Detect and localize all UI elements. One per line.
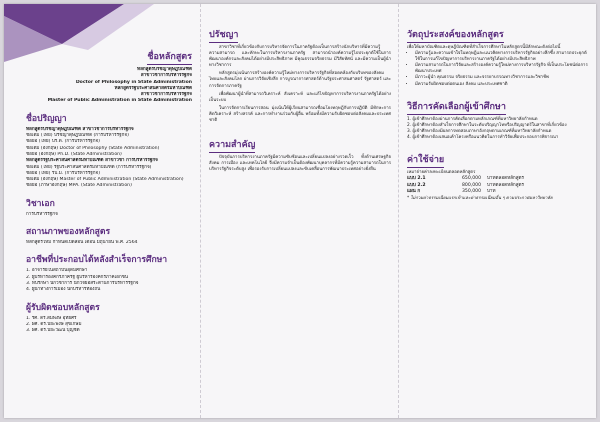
degree-line-4: ชื่อเต็ม (อังกฤษ) Doctor of Philosophy (State Administration)	[26, 145, 160, 151]
philosophy-paragraph: หลักสูตรมุ่งเน้นการสร้างองค์ความรู้ใหม่ทางการบริหารรัฐกิจที่สอดคล้องกับบริบทของสังคมไทยและสังคมโลก ผ่านการวิจัยเชิงลึก การบูรณาการศาสตร์ด้านรัฐประศาสนศาสตร์ รัฐศาสตร์ และการจัดการภาครัฐ	[209, 71, 391, 89]
panel-program-info	[4, 4, 200, 418]
degree-line-2: ชื่อเต็ม (ไทย) ปรัชญาดุษฎีบัณฑิต (การบริหารรัฐกิจ)	[26, 133, 129, 139]
objectives-block	[407, 22, 589, 202]
degree-line-8: ชื่อย่อ (ไทย) รป.ม. (การบริหารรัฐกิจ)	[26, 170, 101, 176]
objective-item: • มีความรับผิดชอบต่อตนเอง สังคม และประเทศชาติ	[415, 82, 589, 88]
philosophy-paragraph: ในการจัดการเรียนการสอน มุ่งเน้นให้ผู้เรียนสามารถเชื่อมโยงทฤษฎีกับการปฏิบัติ มีทักษะการคิดวิเคราะห์ สร้างสรรค์ และการทำงานร่วมกับผู้อื่น พร้อมทั้งมีความรับผิดชอบต่อสังคมและประเทศชาติ	[209, 105, 391, 124]
philosophy-heading: ปรัชญา	[209, 27, 238, 43]
career-item: 1. อาจารย์ในสถาบันอุดมศึกษา	[26, 268, 88, 274]
career-item: 4. ผู้นำทางการเมือง นักบริหารท้องถิ่น	[26, 287, 101, 293]
philosophy-paragraph: สาขาวิชาที่เกี่ยวข้องกับการบริหารจัดการในภาครัฐต้องเป็นการสร้างนักบริหารที่มีความรู้ ความสามารถ และทักษะในการบริหารงานภาครัฐ สามารถนำองค์ความรู้ไปประยุกต์ใช้ในการพัฒนาองค์กรและสังคมได้อย่างมีประสิทธิภาพ มีคุณธรรมจริยธรรม มีวิสัยทัศน์ และมีความเป็นผู้นำทางวิชาการ	[209, 45, 391, 69]
program-line-5: สาขาวิชาการบริหารรัฐกิจ	[140, 92, 192, 98]
panel-objectives	[398, 4, 596, 418]
program-line-1: หลักสูตรปรัชญาดุษฎีบัณฑิต	[137, 67, 192, 72]
contact-item: 1. รศ. ดร.สมพงษ์ อุทัยศิริ	[26, 315, 77, 321]
approval-heading: สถานภาพของหลักสูตร	[26, 227, 111, 238]
contact-item: 2. ผศ. ดร.ปิยะพงษ์ สุขเกษม	[26, 321, 82, 327]
importance-heading: ความสำคัญ	[209, 137, 255, 153]
objective-item: • มีภาวะผู้นำ คุณธรรม จริยธรรม และจรรยาบรรณทางวิชาการและวิชาชีพ	[415, 75, 589, 81]
fee-amount: 650,000	[462, 176, 481, 182]
degree-heading: ชื่อปริญญา	[26, 113, 67, 124]
program-line-4: หลักสูตรรัฐประศาสนศาสตรมหาบัณฑิต	[114, 85, 192, 91]
fee-unit: บาทตลอดหลักสูตร	[487, 182, 524, 188]
program-section	[26, 44, 192, 105]
major-heading: วิชาเอก	[26, 198, 55, 209]
fee-plan: แผน ก	[407, 189, 421, 195]
program-line-6: Master of Public Administration in State Administration	[47, 98, 192, 104]
fee-plan: แบบ 2.2	[407, 182, 426, 188]
degree-line-5: ชื่อย่อ (อังกฤษ) Ph.D. (State Administration)	[26, 151, 122, 157]
degree-line-3: ชื่อย่อ (ไทย) ปร.ด. (การบริหารรัฐกิจ)	[26, 139, 100, 145]
importance-body	[209, 155, 391, 173]
program-heading: ชื่อหลักสูตร	[147, 49, 192, 65]
admission-item: 2. ผู้เข้าศึกษาต้องสำเร็จการศึกษาในระดับปริญญาโทหรือปริญญาตรีในสาขาที่เกี่ยวข้อง	[407, 122, 567, 128]
philosophy-paragraph: เพื่อพัฒนาผู้นำที่สามารถวิเคราะห์ สังเคราะห์ และแก้ไขปัญหาการบริหารงานภาครัฐได้อย่างเป็นระบบ	[209, 91, 391, 103]
panel-philosophy	[200, 4, 399, 418]
degree-line-1: หลักสูตรปรัชญาดุษฎีบัณฑิต สาขาวิชาการบริหารรัฐกิจ	[26, 126, 134, 132]
fee-amount: 800,000	[462, 182, 481, 188]
fee-unit: บาท	[487, 189, 496, 195]
philosophy-block	[209, 22, 391, 175]
contact-item: 3. ผศ. ดร.ปิยะวัฒน์ บุญชิต	[26, 328, 80, 334]
admission-item: 4. ผู้เข้าศึกษาต้องเสนอเค้าโครงหรือแนวคิดในการทำวิจัยเพื่อประกอบการพิจารณา	[407, 134, 559, 140]
fee-plan: แบบ 2.1	[407, 176, 426, 182]
fee-amount: 350,000	[462, 189, 481, 195]
objectives-heading: วัตถุประสงค์ของหลักสูตร	[407, 27, 504, 43]
philosophy-body	[209, 45, 391, 124]
objectives-list	[407, 51, 589, 88]
brochure-sheet	[4, 4, 596, 418]
degree-line-9: ชื่อเต็ม (อังกฤษ) Master of Public Administration (State Administration)	[26, 177, 184, 183]
degree-line-10: ชื่อย่อ (ภาษาอังกฤษ) MPA. (State Administration)	[26, 183, 132, 189]
fee-unit: บาทตลอดหลักสูตร	[487, 176, 524, 182]
degree-line-6: หลักสูตรรัฐประศาสนศาสตรมหาบัณฑิต สาขาวิชา การบริหารรัฐกิจ	[26, 158, 158, 164]
objective-item: • มีความรู้และความเข้าใจในทฤษฎีและแนวคิดทางการบริหารรัฐกิจอย่างลึกซึ้ง สามารถประยุกต์ใช้ในการแก้ไขปัญหาการบริหารงานภาครัฐได้อย่างมีประสิทธิภาพ	[415, 51, 589, 63]
program-block	[26, 44, 192, 334]
program-line-2: สาขาวิชาการบริหารรัฐกิจ	[140, 73, 192, 79]
career-item: 3. ที่ปรึกษา นักวิชาการ นักวิจัยอิสระด้านการบริหารรัฐกิจ	[26, 280, 139, 286]
fees-heading: ค่าใช้จ่าย	[407, 152, 444, 168]
fees-intro: เหมาจ่ายค่าลงทะเบียนตลอดหลักสูตร	[407, 170, 476, 176]
approval-text: หลักสูตรใหม่ กำหนดเปิดสอน เดือน มิถุนายน พ.ศ. 2564	[26, 240, 138, 246]
admission-item: 3. ผู้เข้าศึกษาต้องมีผลการทดสอบภาษาอังกฤษตามเกณฑ์ที่มหาวิทยาลัยกำหนด	[407, 128, 552, 134]
degree-line-7: ชื่อเต็ม (ไทย) รัฐประศาสนศาสตรมหาบัณฑิต (การบริหารรัฐกิจ)	[26, 164, 152, 170]
program-line-3: Doctor of Philosophy in State Administration	[75, 79, 192, 85]
fees-note: * ไม่รวมค่าธรรมเนียมแรกเข้าและค่าธรรมเนียมอื่น ๆ ตามประกาศมหาวิทยาลัย	[407, 195, 553, 201]
major-text: การบริหารรัฐกิจ	[26, 211, 58, 217]
objectives-intro: เพื่อให้มหาบัณฑิตและดุษฎีบัณฑิตที่สำเร็จการศึกษาในหลักสูตรนี้มีลักษณะดังต่อไปนี้	[407, 45, 561, 50]
contacts-heading: ผู้รับผิดชอบหลักสูตร	[26, 302, 100, 313]
admission-heading: วิธีการคัดเลือกผู้เข้าศึกษา	[407, 99, 506, 115]
objective-item: • มีความสามารถในการวิจัยและสร้างองค์ความรู้ใหม่ทางการบริหารรัฐกิจ ที่เป็นประโยชน์ต่อการพัฒนาประเทศ	[415, 63, 589, 75]
importance-paragraph: ปัจจุบันการบริหารงานภาครัฐมีความซับซ้อนและเปลี่ยนแปลงอย่างรวดเร็ว ทั้งด้านเศรษฐกิจ สังคม การเมือง และเทคโนโลยี จึงมีความจำเป็นต้องพัฒนาบุคลากรที่มีความรู้ความสามารถในการบริหารรัฐกิจระดับสูง เพื่อรองรับการเปลี่ยนแปลงและขับเคลื่อนการพัฒนาประเทศอย่างยั่งยืน	[209, 155, 391, 173]
careers-heading: อาชีพที่ประกอบได้หลังสำเร็จการศึกษา	[26, 255, 168, 266]
admission-item: 1. ผู้เข้าศึกษาต้องผ่านการคัดเลือกตามหลักเกณฑ์ที่มหาวิทยาลัยกำหนด	[407, 116, 538, 122]
career-item: 2. ผู้บริหารองค์กรภาครัฐ ผู้บริหารองค์กรภาคเอกชน	[26, 274, 128, 280]
